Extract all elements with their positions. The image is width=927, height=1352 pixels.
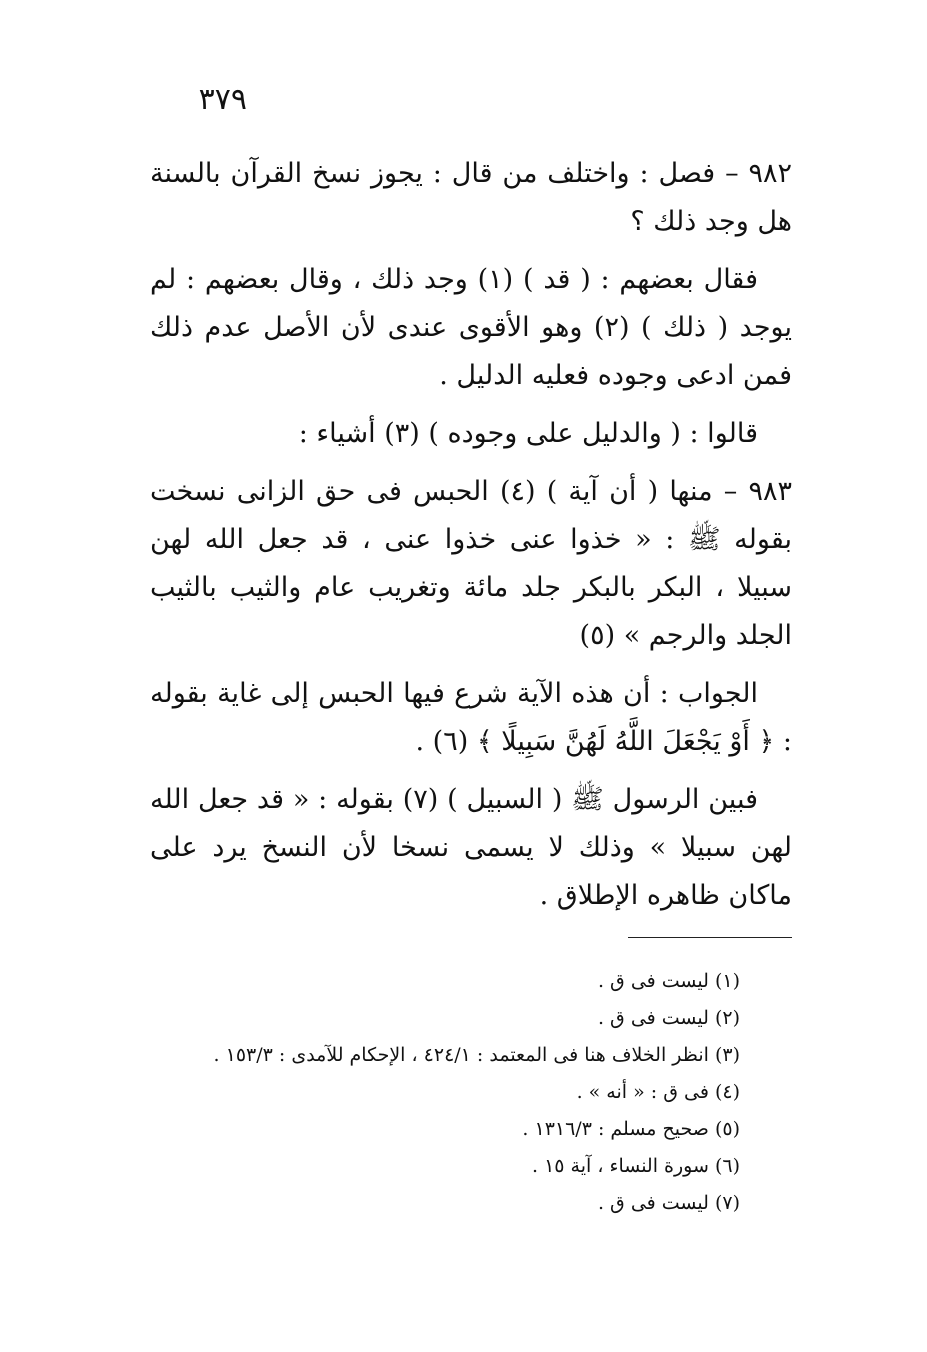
footnote-3: (٣) انظر الخلاف هنا فى المعتمد : ٤٢٤/١ ، الإحكام للآمدى : ١٥٣/٣ . [213,1044,740,1066]
page-number: ٣٧٩ [198,82,247,117]
paragraph-section-982: ٩٨٢ – فصل : واختلف من قال : يجوز نسخ القرآن بالسنة هل وجد ذلك ؟ [150,158,792,237]
footnote-divider [628,937,792,938]
paragraph-opinions: فقال بعضهم : ( قد ) (١) وجد ذلك ، وقال بعضهم : لم يوجد ( ذلك ) (٢) وهو الأقوى عندى لأن الأصل عدم ذلك فمن ادعى وجوده فعليه الدليل . [150,264,793,391]
paragraph-explanation: فبين الرسول ﷺ ( السبيل ) (٧) بقوله : « قد جعل الله لهن سبيلا » وذلك لا يسمى نسخا لأن النسخ يرد على ماكان ظاهره الإطلاق . [150,784,792,911]
main-text [150,150,792,930]
paragraph-evidence-intro: قالوا : ( والدليل على وجوده ) (٣) أشياء : [298,418,758,449]
footnote-7: (٧) ليست فى ق . [597,1192,740,1214]
footnote-2: (٢) ليست فى ق . [597,1007,740,1029]
footnotes [150,963,740,1222]
footnote-4: (٤) فى ق : « أنه » . [576,1081,740,1103]
paragraph-section-983: ٩٨٣ – منها ( أن آية ) (٤) الحبس فى حق الزانى نسخت بقوله ﷺ : « خذوا عنى خذوا عنى ، قد جعل الله لهن سبيلا ، البكر بالبكر جلد مائة وتغريب عام والثيب بالثيب الجلد والرجم » (٥) [150,476,792,651]
footnote-6: (٦) سورة النساء ، آية ١٥ . [532,1155,740,1177]
footnote-1: (١) ليست فى ق . [597,970,740,992]
footnote-5: (٥) صحيح مسلم : ١٣١٦/٣ . [522,1118,740,1140]
paragraph-answer: الجواب : أن هذه الآية شرع فيها الحبس إلى غاية بقوله : ﴿ أَوْ يَجْعَلَ اللَّهُ لَهُنَّ سَبِيلًا ﴾ (٦) . [150,678,792,757]
